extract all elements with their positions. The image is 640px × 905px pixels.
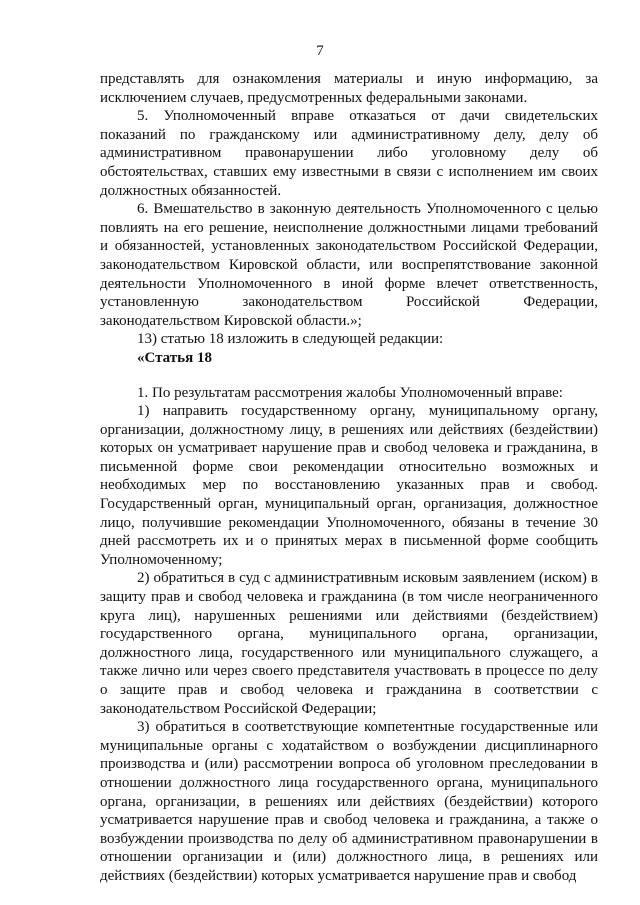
spacer [100, 368, 598, 384]
paragraph-continuation: представлять для ознакомления материалы и иную информацию, за исключением случаев, предусмотренных федеральными законами. [100, 71, 598, 106]
article-subitem-2: 2) обратиться в суд с административным исковым заявлением (иском) в защиту прав и свобод человека и гражданина (в том числе неограниченного круга лиц), нарушенных решениями или действиями (бездействием) государственного органа, муниципального органа, организации, должностного лица, государственного или муниципального служащего, а также лично или через своего представителя участвовать в процессе по делу о защите прав и свобод человека и гражданина в соответствии с законодательством Российской Федерации; [100, 570, 598, 717]
page-number: 7 [316, 43, 324, 59]
article-subitem-3: 3) обратиться в соответствующие компетентные государственные или муниципальные органы с ходатайством о возбуждении дисциплинарного производства и (или) рассмотрении вопроса об уголовном преследовании в отношении должностного лица государственного органа, муниципального органа, организации, в решениях или действиях (бездействии) которого усматривается нарушение прав и свобод человека и гражданина, а также о возбуждении производства по делу об административном правонарушении в отношении организации и (или) должностного лица, в решениях или действиях (бездействии) которых усматривается нарушение прав и свобод [100, 719, 598, 884]
article-subitem-1: 1) направить государственному органу, муниципальному органу, организации, должностному лицу, в решениях или действиях (бездействии) которых он усматривает нарушение прав и свобод человека и гражданина, в письменной форме свои рекомендации относительно возможных и необходимых мер по восстановлению указанных прав и свобод. Государственный орган, муниципальный орган, организация, должностное лицо, получившие рекомендации Уполномоченного, обязаны в течение 30 дней рассмотреть их и о принятых мерах в письменной форме сообщить Уполномоченному; [100, 403, 598, 568]
document-body [100, 70, 598, 886]
paragraph-item-6: 6. Вмешательство в законную деятельность Уполномоченного с целью повлиять на его решение, неисполнение должностными лицами требований и обязанностей, установленных законодательством Российской Федерации, законодательством Кировской области, или воспрепятствование законной деятельности Уполномоченного в иной форме влечет ответственность, установленную законодательством Российской Федерации, законодательством Кировской области.»; [100, 201, 598, 329]
paragraph-amendment-13: 13) статью 18 изложить в следующей редакции: [137, 331, 444, 348]
article-paragraph-1: 1. По результатам рассмотрения жалобы Уполномоченный вправе: [137, 384, 563, 401]
paragraph-item-5: 5. Уполномоченный вправе отказаться от дачи свидетельских показаний по гражданскому или административному делу, делу об административном правонарушении либо уголовному делу об обстоятельствах, ставших ему известными в связи с исполнением им своих должностных обязанностей. [100, 108, 598, 199]
article-heading: «Статья 18 [137, 349, 212, 366]
